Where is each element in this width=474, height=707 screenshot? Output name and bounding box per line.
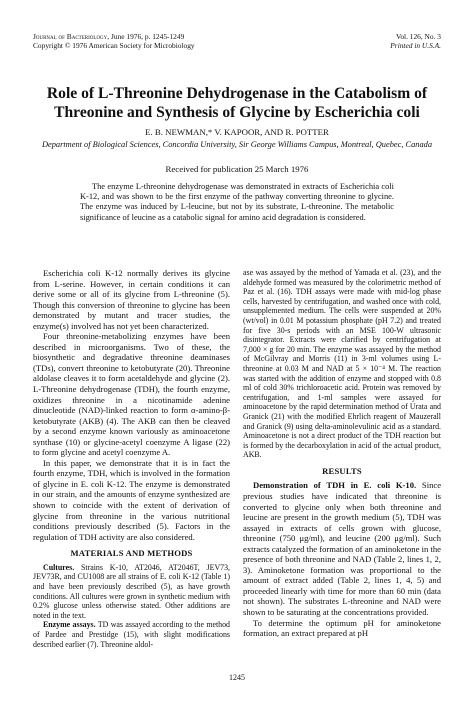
journal-name: Journal of Bacteriology <box>33 32 108 41</box>
assays-paragraph <box>33 620 230 649</box>
intro-paragraph-1: Escherichia coli K-12 normally derives its glycine from L-serine. However, in certain conditions it can derive some or all of its glycine from L-threonine (5). Though this conversion of threonine to glycine has been demonstrated by mutant and tracer studies, the enzyme(s) involved has not yet been characterized. <box>33 268 230 331</box>
volume-header <box>390 32 441 50</box>
volume-line: Vol. 126, No. 3 <box>395 32 441 41</box>
copyright-line: Copyright © 1976 American Society for Microbiology <box>33 41 195 50</box>
article-title: Role of L-Threonine Dehydrogenase in the Catabolism of Threonine and Synthesis of Glycine by Escherichia coli <box>46 85 428 121</box>
left-column <box>33 268 230 649</box>
journal-citation <box>33 32 195 41</box>
cultures-paragraph <box>33 563 230 621</box>
results-paragraph-1 <box>243 480 441 617</box>
printed-line: Printed in U.S.A. <box>390 41 441 50</box>
methods-heading: MATERIALS AND METHODS <box>70 548 193 559</box>
author-list: E. B. NEWMAN,* V. KAPOOR, AND R. POTTER <box>145 127 329 137</box>
methods-continued: ase was assayed by the method of Yamada et al. (23), and the aldehyde formed was measured by the colorimetric method of Paz et al. (16). TDH assays were made with mid-log phase cells, harvested by centrifugation, and washed once with cold, unsupplemented medium. The cells were suspended at 20% (wt/vol) in 0.01 M potassium phosphate (pH 7.2) and treated for five 30-s periods with an MSE 100-W ultrasonic disintegrator. Extracts were clarified by centrifugation at 7,000 × g for 20 min. The enzyme was assayed by the method of McGilvray and Morris (11) in 3-ml volumes using L-threonine at 0.03 M and NAD at 5 × 10⁻⁴ M. The reaction was started with the addition of enzyme and stopped with 0.8 ml of cold 30% trichloroacetic acid. Protein was removed by centrifugation, and 1-ml samples were assayed for aminoacetone by the rapid determination method of Urata and Granick (21) with the modified Ehrlich reagent of Mauzerall and Granick (9) using delta-aminolevulinic acid as a standard. Aminoacetone is not a direct product of the TDH reaction but is formed by the decarboxylation in acid of the actual product, AKB. <box>243 268 441 460</box>
demo-text: Since previous studies have indicated that threonine is converted to glycine only when both threonine and leucine are present in the growth medium (5), TDH was assayed in extracts of cells grown with glucose, threonine (750 μg/ml), and leucine (200 μg/ml). Such extracts catalyzed the formation of an aminoketone in the presence of both threonine and NAD (Table 2, lines 1, 2, 3). Aminoketone formation was proportional to the amount of extract added (Table 2, lines 1, 4, 5) and proceeded linearly with time for more than 60 min (data not shown). The substrates L-threonine and NAD were shown to be saturating at the concentrations provided. <box>243 480 442 617</box>
cultures-label: Cultures. <box>43 562 75 572</box>
author-affiliation: Department of Biological Sciences, Concordia University, Sir George Williams Campus, Montreal, Quebec, Canada <box>41 140 433 149</box>
abstract <box>80 182 394 223</box>
cultures-text: Strains K-10, AT2046, AT2046T, JEV73, JEV73R, and CU1008 are all strains of E. coli K-12 (Table 1) and have been previously described (5), as have growth conditions. All cultures were grown in synthetic medium with 0.2% glucose unless otherwise stated. Other additions are noted in the text. <box>33 562 230 620</box>
demo-label: Demonstration of TDH in E. coli K-10. <box>253 480 417 491</box>
intro-paragraph-2: Four threonine-metabolizing enzymes have been described in microorganisms. Two of these, the biosynthetic and degradative threonine deaminases (TDs), convert threonine to ketobutyrate (20). Threonine aldolase cleaves it to form acetaldehyde and glycine (2). L-Threonine dehydrogenase (TDH), the fourth enzyme, oxidizes threonine in a nicotinamide adenine dinucleotide (NAD)-linked reaction to form α-amino-β-ketobutyrate (AKB) (4). The AKB can then be cleaved by a second enzyme known variously as aminoacetone synthase (10) or glycine-acetyl coenzyme A ligase (22) to form glycine and acetyl coenzyme A. <box>33 331 230 458</box>
journal-header <box>33 32 195 50</box>
intro-paragraph-3: In this paper, we demonstrate that it is in fact the fourth enzyme, TDH, which is involved in the formation of glycine in E. coli K-12. The enzyme is demonstrated in our strain, and the amounts of enzyme synthesized are shown to coincide with the extent of derivation of glycine from threonine in the various nutritional conditions previously described (5). Factors in the regulation of TDH activity are also considered. <box>33 457 230 542</box>
received-date: Received for publication 25 March 1976 <box>165 164 309 174</box>
assays-text: TD was assayed according to the method of Pardee and Prestidge (15), with slight modifications described earlier (7). Threonine aldol- <box>33 620 230 649</box>
right-column <box>243 268 441 639</box>
results-heading: RESULTS <box>322 465 362 476</box>
assays-label: Enzyme assays. <box>43 620 96 630</box>
abstract-text: The enzyme L-threonine dehydrogenase was demonstrated in extracts of Escherichia coli K-12, and was shown to be the first enzyme of the pathway converting threonine to glycine. The enzyme was induced by L-leucine, but not by its substrate, L-threonine. The metabolic significance of leucine as a catabolic signal for amino acid degradation is considered. <box>80 182 394 222</box>
journal-issue: , June 1976, p. 1245-1249 <box>107 32 185 41</box>
page-number: 1245 <box>229 673 245 682</box>
results-paragraph-2: To determine the optimum pH for aminoketone formation, an extract prepared at pH <box>243 617 441 639</box>
